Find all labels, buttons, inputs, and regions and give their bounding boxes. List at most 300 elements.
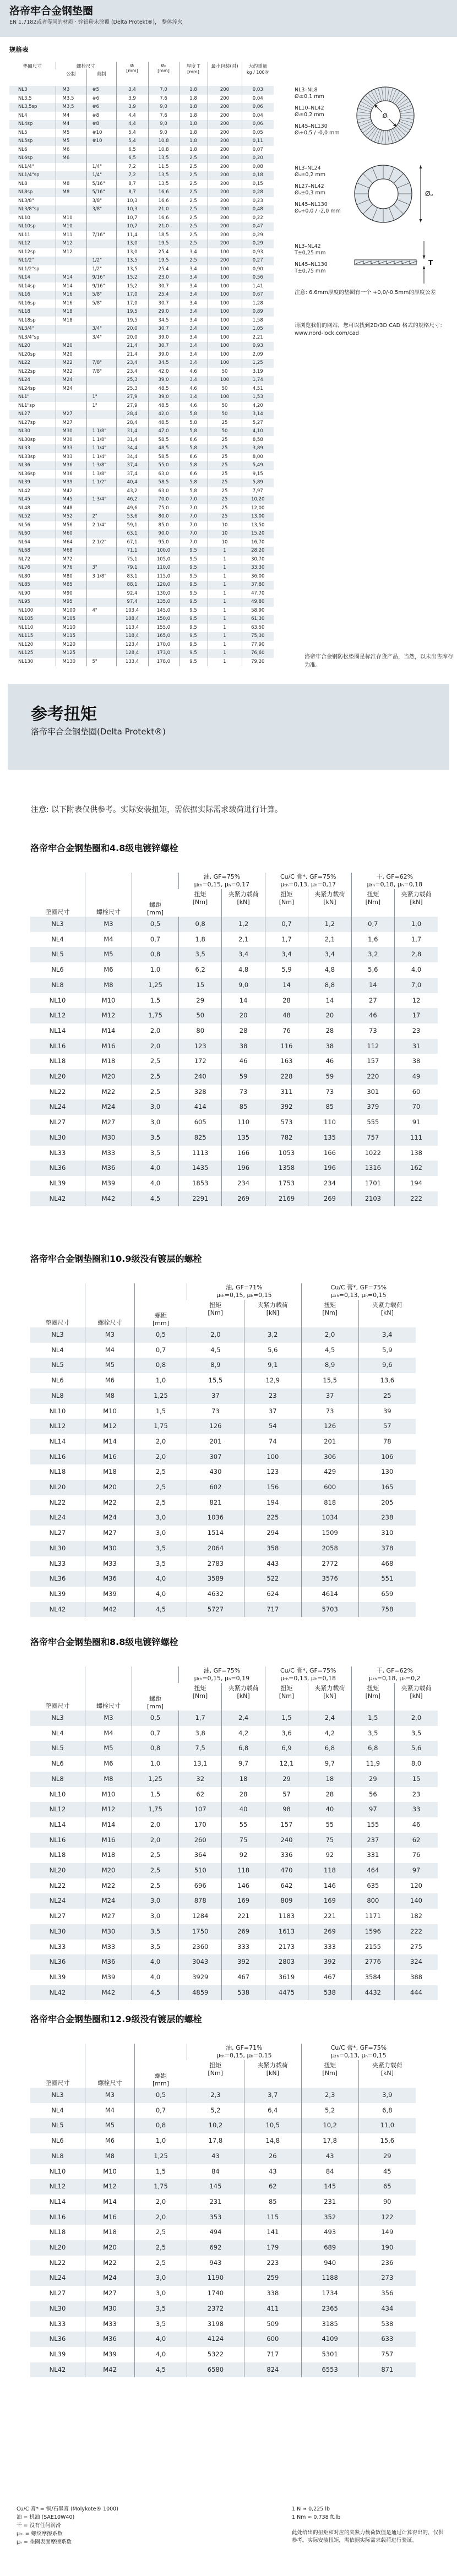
cell: 20 [308, 1008, 351, 1023]
cell [86, 222, 116, 231]
cell: 1514 [187, 1526, 244, 1541]
cell: 145 [301, 2179, 358, 2194]
cell: M4 [56, 120, 86, 129]
cell: 1613 [265, 1924, 308, 1940]
cell: 1,53 [242, 393, 274, 402]
cell: 128,4 [116, 649, 148, 658]
cell: 8,00 [242, 453, 274, 462]
cell: 624 [244, 1587, 301, 1602]
cell: NL22sp [18, 368, 36, 374]
cell: 824 [244, 2362, 301, 2378]
table-row [30, 2347, 416, 2362]
cell: 9,5 [179, 581, 208, 590]
cell: 1034 [301, 1510, 358, 1526]
cell: NL6 [51, 1376, 64, 1385]
cell: M20 [85, 2240, 135, 2256]
cell: 73 [187, 1404, 244, 1419]
table-row [9, 95, 274, 104]
table-row [9, 624, 274, 633]
cell: 1316 [351, 1161, 394, 1176]
cell: 2,5 [135, 1495, 187, 1511]
cell: 3,5 [395, 1726, 438, 1741]
table-row [9, 291, 274, 299]
cell: NL18 [49, 1851, 66, 1859]
cell: M11 [56, 231, 86, 240]
cell: 2,0 [135, 1450, 187, 1465]
cell: 467 [222, 1970, 265, 1985]
cell [56, 257, 86, 265]
cell: 4,0 [132, 1176, 179, 1191]
cell: 27 [351, 993, 394, 1009]
group-header-paste: Cu/C 膏*, GF=75% μₜₕ=0,13, μₕ=0,15 [301, 1283, 416, 1300]
cell: 2,09 [242, 351, 274, 360]
table-row [30, 2317, 416, 2332]
cell: 5703 [301, 1602, 358, 1618]
cell: 156 [244, 1480, 301, 1495]
cell: 3,0 [135, 1510, 187, 1526]
cell: 3,6 [265, 1726, 308, 1741]
cell: 9,5 [179, 555, 208, 564]
cell: NL30sp [18, 437, 36, 443]
cell: NL33sp [18, 454, 36, 460]
group-header-oil: 油, GF=75% μₜₕ=0,15, μₕ=0,17 [179, 873, 265, 889]
cell: NL18 [49, 1057, 66, 1065]
cell: 6,8 [222, 1741, 265, 1756]
table-row [30, 2103, 416, 2118]
cell: 0,05 [242, 129, 274, 138]
cell: 0,23 [242, 197, 274, 206]
cell: M80 [56, 573, 86, 581]
cell: 37 [187, 1388, 244, 1404]
table-row [30, 1741, 438, 1756]
cell: 25,4 [148, 265, 179, 274]
cell: NL30 [49, 2304, 66, 2312]
table-row [9, 120, 274, 129]
cell: M30 [85, 2301, 135, 2317]
cell: 9,0 [148, 103, 179, 112]
cell: 2,5 [179, 171, 208, 180]
cell: 3,5 [132, 1146, 179, 1161]
cell: 13,5 [148, 154, 179, 163]
table-row [30, 2210, 416, 2225]
cell: 2776 [351, 1954, 394, 1970]
cell: 1 [208, 573, 242, 581]
cell: 1509 [301, 1526, 358, 1541]
table-row [30, 1571, 416, 1587]
cell: M33 [85, 2317, 135, 2332]
cell: M16 [85, 1833, 132, 1848]
cell: 6,9 [265, 1741, 308, 1756]
cell: 118 [308, 1863, 351, 1878]
cell: #10 [86, 137, 116, 146]
cell: 145 [187, 2179, 244, 2194]
cell: 113,4 [116, 624, 148, 633]
cell: 10,7 [116, 222, 148, 231]
cell: 130 [358, 1464, 416, 1480]
cell: 1036 [187, 1510, 244, 1526]
cell: 10,7 [116, 214, 148, 223]
col-header-clamp-load: 夹紧力载荷 [kN] [395, 1683, 438, 1711]
cell: 1,74 [242, 376, 274, 385]
cell: 19,5 [148, 257, 179, 265]
cell: 0,8 [179, 917, 222, 932]
cell: M27 [85, 1909, 132, 1924]
cell [56, 171, 86, 180]
table-row [30, 1924, 438, 1940]
cell: 10,2 [301, 2118, 358, 2133]
cell: 39,0 [148, 334, 179, 342]
cell: 1,8 [179, 137, 208, 146]
cell: 97,4 [116, 598, 148, 607]
table-row [30, 1146, 438, 1161]
note-line: Cu/C 膏* = 铜/石墨膏 (Molykote® 1000) [17, 2506, 118, 2512]
cell: 46,2 [116, 495, 148, 504]
cell: 50 [208, 402, 242, 411]
cell [86, 649, 116, 658]
cell: M18 [56, 308, 86, 317]
table-row [9, 137, 274, 146]
cell: 356 [358, 2286, 416, 2301]
cell: 105,0 [148, 555, 179, 564]
table-row [30, 1373, 416, 1388]
cell: 13,6 [358, 1373, 416, 1388]
cell: 470 [265, 1863, 308, 1878]
cell: 324 [395, 1954, 438, 1970]
cell: 388 [395, 1970, 438, 1985]
cell: 182 [395, 1909, 438, 1924]
cell: 4,5 [301, 1343, 358, 1358]
torque-table-4-8 [30, 873, 438, 1206]
cell: 1,5 [132, 1787, 179, 1802]
cell: NL3/4" [18, 326, 34, 331]
cell: 73 [222, 1085, 265, 1100]
cell: 1 [208, 641, 242, 650]
table-row [30, 1954, 438, 1970]
cell: 73 [308, 1085, 351, 1100]
cell: 43,2 [116, 487, 148, 496]
cell: M22 [85, 1878, 132, 1894]
table-row [9, 112, 274, 121]
cell: 3 1/8" [86, 573, 116, 581]
cell: 110,0 [148, 564, 179, 573]
cell: 3,4 [116, 86, 148, 95]
cell: 10 [208, 538, 242, 547]
cell: NL6 [51, 1760, 64, 1768]
cell: 223 [244, 2256, 301, 2271]
cell: M27 [85, 2286, 135, 2301]
cell: 172 [179, 1054, 222, 1069]
cell: 23,4 [116, 359, 148, 368]
cell: 11,9 [351, 1756, 394, 1772]
cell: 15,2 [116, 274, 148, 282]
cell: 205 [358, 1495, 416, 1511]
cell: NL39 [49, 1973, 66, 1981]
cell: 1 3/8" [86, 461, 116, 470]
cell: NL36 [49, 2335, 66, 2343]
table-row [9, 129, 274, 138]
cell: 510 [179, 1863, 222, 1878]
cell: NL30 [49, 1927, 66, 1935]
table-row [9, 205, 274, 214]
cell: 165 [358, 1480, 416, 1495]
cell [86, 641, 116, 650]
cell: 444 [395, 1985, 438, 2001]
cell: 10 [208, 530, 242, 538]
group-header-dry: 干, GF=62% μₜₕ=0,18, μₕ=0,18 [351, 873, 438, 889]
cell: 4,10 [242, 427, 274, 436]
table-row [9, 590, 274, 598]
cell: 16,6 [148, 214, 179, 223]
cell: 9,5 [179, 547, 208, 555]
col-header-torque: 扭矩 [Nm] [192, 1685, 208, 1700]
cell: 3,5 [132, 1940, 179, 1955]
cell: 225 [244, 1510, 301, 1526]
cell: 107 [179, 1802, 222, 1817]
spec-table-heading: 规格表 [9, 46, 29, 53]
table-row [30, 1130, 438, 1146]
cell: NL1/2"sp [18, 266, 40, 272]
cell: 1,05 [242, 325, 274, 334]
cell: M24 [85, 1893, 132, 1909]
cell: 464 [351, 1863, 394, 1878]
cell: 85,0 [148, 521, 179, 530]
cell: 200 [208, 120, 242, 129]
cell: NL24 [49, 2274, 66, 2282]
cell: 3,4 [179, 325, 208, 334]
cell: 200 [208, 86, 242, 95]
cell: 88,1 [116, 581, 148, 590]
cell: 0,7 [351, 917, 394, 932]
table-row [30, 2286, 416, 2301]
cell: 311 [265, 1085, 308, 1100]
cell: 75,30 [242, 632, 274, 641]
cell: 58,5 [148, 453, 179, 462]
cell: 49,6 [116, 504, 148, 513]
cell: 1 [208, 555, 242, 564]
cell: 100 [208, 248, 242, 257]
cell: 273 [358, 2270, 416, 2286]
cell: 73 [351, 1023, 394, 1039]
cell: 62 [395, 1833, 438, 1848]
cell: 63,1 [116, 530, 148, 538]
cell: 49 [395, 1069, 438, 1085]
cell [86, 615, 116, 624]
cell: 301 [351, 1085, 394, 1100]
table-row [9, 163, 274, 172]
table-row [30, 2240, 416, 2256]
cell: 13,5 [148, 180, 179, 189]
cell: NL1" [18, 394, 30, 400]
cell: 237 [351, 1833, 394, 1848]
cell: 3/8" [86, 205, 116, 214]
cell: 28 [222, 1023, 265, 1039]
cell: 12,1 [265, 1756, 308, 1772]
cell: 468 [358, 1556, 416, 1572]
cell: 201 [187, 1434, 244, 1450]
cell: 75,0 [148, 504, 179, 513]
cell: NL30 [49, 1544, 66, 1552]
cell: NL5 [51, 2121, 64, 2130]
table-row [9, 427, 274, 436]
cell: M6 [85, 2133, 135, 2149]
cell: 551 [358, 1571, 416, 1587]
table-row [9, 257, 274, 265]
cell: 10,5 [244, 2118, 301, 2133]
cell: M22 [56, 368, 86, 377]
table-row [9, 214, 274, 223]
cell: 100 [208, 291, 242, 299]
cell: 4614 [301, 1587, 358, 1602]
cell: 4432 [351, 1985, 394, 2001]
cell: M39 [85, 1587, 135, 1602]
cell: 106 [358, 1450, 416, 1465]
table-row [30, 2164, 416, 2180]
cell: 200 [208, 154, 242, 163]
cell: 1,25 [132, 1772, 179, 1787]
cell: 16,6 [148, 188, 179, 197]
cell: 126 [187, 1419, 244, 1434]
cell: 7,0 [179, 521, 208, 530]
cell: 3,5 [135, 1541, 187, 1556]
cell: 13,5 [148, 171, 179, 180]
cell: 10,8 [148, 137, 179, 146]
cell: 18 [222, 1772, 265, 1787]
cell: 25,3 [116, 385, 148, 394]
cell: 1,7 [395, 932, 438, 947]
cell: 1,41 [242, 282, 274, 291]
cell: 0,04 [242, 95, 274, 104]
cell: 231 [187, 2194, 244, 2210]
cell: 1 [208, 624, 242, 633]
cell: 3,4 [179, 274, 208, 282]
cell: M100 [56, 607, 86, 616]
cell: 5,8 [179, 444, 208, 453]
cell: 1,5 [265, 1711, 308, 1726]
table-row [9, 598, 274, 607]
cell: NL39 [49, 1179, 66, 1187]
cell: NL1/2" [18, 258, 34, 263]
cell: 2,5 [179, 205, 208, 214]
cell: 692 [187, 2240, 244, 2256]
cell: M33 [56, 453, 86, 462]
cell: 157 [265, 1817, 308, 1833]
cell: 100 [208, 376, 242, 385]
cell: 27,9 [116, 393, 148, 402]
cell: 43 [244, 2164, 301, 2180]
cell: M60 [56, 530, 86, 538]
cell: 5,4 [116, 137, 148, 146]
col-header-clamp-load: 夹紧力载荷 [kN] [395, 889, 438, 917]
cell: 2,1 [308, 932, 351, 947]
cell: 5727 [187, 1602, 244, 1618]
cell: M22 [85, 1495, 135, 1511]
col-header-torque: 扭矩 [Nm] [351, 889, 394, 917]
cell: #6 [86, 103, 116, 112]
cell: NL5 [51, 1744, 64, 1752]
cell: 3,4 [179, 393, 208, 402]
torque-table-body [30, 1711, 438, 2000]
col-header-bolt-size: 螺栓尺寸 [85, 2044, 135, 2088]
cell: 1,0 [135, 1373, 187, 1388]
cell: 758 [358, 1602, 416, 1618]
table-row [9, 641, 274, 650]
cell: 2,5 [179, 214, 208, 223]
cell: 2058 [301, 1541, 358, 1556]
cell: 200 [208, 137, 242, 146]
cell: 1183 [265, 1909, 308, 1924]
cell: M5 [56, 137, 86, 146]
cell: NL16 [18, 292, 30, 297]
cell: 92 [308, 1848, 351, 1863]
torque-table-title: 洛帝牢合金钢垫圈和12.9级没有镀层的螺栓 [30, 2014, 202, 2024]
table-row [9, 461, 274, 470]
cell: 3,0 [132, 1115, 179, 1130]
cell: 47,70 [242, 590, 274, 598]
cell: 200 [208, 205, 242, 214]
cell: 116 [265, 1039, 308, 1054]
cell: 0,5 [132, 1711, 179, 1726]
cell: NL12 [49, 1422, 66, 1430]
table-row [9, 393, 274, 402]
cell [56, 393, 86, 402]
cell: M39 [85, 1970, 132, 1985]
cell: 940 [301, 2256, 358, 2271]
cell: 3,4 [179, 308, 208, 317]
cell: 8,58 [242, 436, 274, 445]
cell: 9/16" [86, 282, 116, 291]
cell: 100 [208, 308, 242, 317]
cell: 3,4 [179, 376, 208, 385]
cell: M4 [85, 2103, 135, 2118]
cell: M42 [85, 1985, 132, 2001]
cell: 2,0 [132, 1039, 179, 1054]
col-header-clamp-load: 夹紧力载荷 [kN] [244, 2060, 301, 2088]
cell: 3,4 [308, 947, 351, 962]
cell: 9,6 [358, 1358, 416, 1373]
cell: 493 [301, 2225, 358, 2240]
cell: 2,5 [179, 239, 208, 248]
cell: 29 [265, 1772, 308, 1787]
cell: M39 [85, 1176, 132, 1191]
cell: 2,5 [135, 2256, 187, 2271]
cell: 379 [351, 1099, 394, 1115]
cell: NL76 [18, 565, 30, 570]
table-row [9, 368, 274, 377]
cell: NL120 [18, 641, 34, 647]
cell: NL3 [18, 87, 28, 92]
table-row [30, 1115, 438, 1130]
cell: NL8sp [18, 189, 33, 195]
table-row [9, 385, 274, 394]
cell: 15,20 [242, 530, 274, 538]
header-banner [0, 0, 457, 37]
cell: NL4 [51, 2106, 64, 2114]
page-subtitle: EN 1.7182或者等同的材质 · 锌铝粉末涂覆 (Delta Protekt®)， 整体淬火 [9, 19, 183, 25]
col-header-pitch: 螺距 [mm] [132, 873, 179, 917]
cell: 809 [265, 1893, 308, 1909]
cell: M3 [85, 1711, 132, 1726]
table-row [9, 555, 274, 564]
cell: 509 [244, 2317, 301, 2332]
cell: 392 [265, 1099, 308, 1115]
cell: M33 [85, 1146, 132, 1161]
cell: M16 [56, 299, 86, 308]
col-header-torque: 扭矩 [Nm] [351, 1683, 394, 1711]
table-row [9, 222, 274, 231]
cell: 2,0 [301, 1327, 358, 1343]
cell: 555 [351, 1115, 394, 1130]
table-row [30, 1419, 416, 1434]
